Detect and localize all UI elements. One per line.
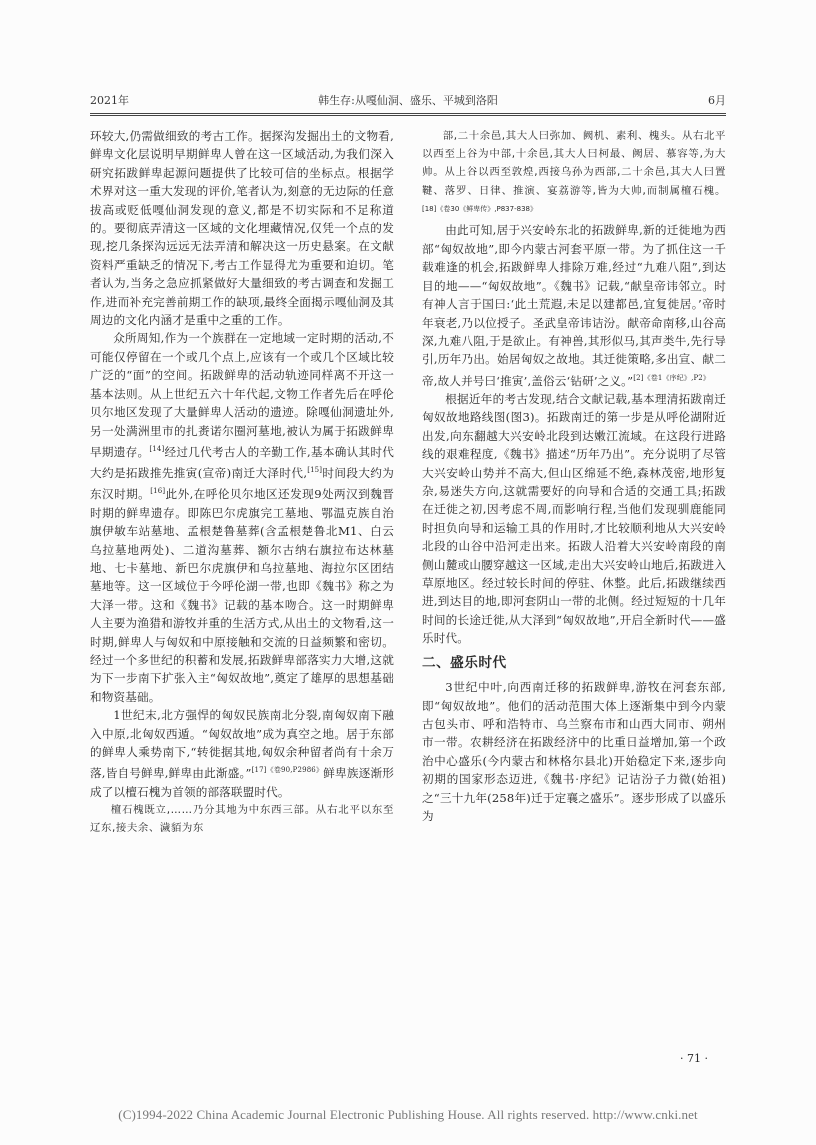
- header-year: 2021年: [90, 94, 129, 107]
- citation: [18]《卷30《鲜卑传》,P837-838》: [422, 204, 537, 213]
- right-paragraph-3: 3世纪中叶,向西南迁移的拓跋鲜卑,游牧在河套东部,即“匈奴故地”。他们的活动范围大体上逐渐集中到今内蒙古包头市、呼和浩特市、乌兰察布市和山西大同市、朔州市一带。农耕经济在拓跋经济中的比重日益增加,第一个政治中心盛乐(今内蒙古和林格尔县北)开始稳定下来,逐步向初期的国家形态迈进,《魏书·序纪》记诘汾子力微(始祖)之“三十九年(258年)迁于定襄之盛乐”。逐步形成了以盛乐为: [422, 680, 726, 823]
- section-heading: 二、盛乐时代: [422, 654, 507, 671]
- page-number: · 71 ·: [680, 1052, 708, 1065]
- header-rule: [90, 113, 726, 114]
- left-paragraph-2: 众所周知,作为一个族群在一定地域一定时期的活动,不可能仅停留在一个或几个点上,应该有一个或几个区域比较广泛的“面”的空间。拓跋鲜卑的活动轨迹同样离不开这一基本法则。从上世纪五六十年代起,文物工作者先后在呼伦贝尔地区发现了大量鲜卑人活动的遗迹。除嘎仙洞遗址外,另一处满洲里市的扎赉诺尔圈河墓地,被认为属于拓跋鲜卑早期遗存。[14]经过几代考古人的辛勤工作,基本确认其时代大约是拓跋推先推寅(宣帝)南迁大泽时代,[15]时间段大约为东汉时期。[16]此外,在呼伦贝尔地区还发现9处两汉到魏晋时期的鲜卑遗存。即陈巴尔虎旗完工墓地、鄂温克族自治旗伊敏车站墓地、孟根楚鲁墓葬(含孟根楚鲁北M1、白云乌拉墓地两处)、二道沟墓葬、额尔古纳右旗拉布达林墓地、七卡墓地、新巴尔虎旗伊和乌拉墓地、海拉尔区团结墓地等。这一区域位于今呼伦湖一带,也即《魏书》称之为大泽一带。这和《魏书》记载的基本吻合。这一时期鲜卑人主要为渔猎和游牧并重的生活方式,从出土的文物看,这一时期,鲜卑人与匈奴和中原接触和交流的日益频繁和密切。经过一个多世纪的积蓄和发展,拓跋鲜卑部落实力大增,这就为下一步南下扩张入主“匈奴故地”,奠定了雄厚的思想基础和物资基础。: [90, 331, 395, 704]
- block-quote-continued: 部,二十余邑,其大人曰弥加、阙机、素利、槐头。从右北平以西至上谷为中部,十余邑,其大人曰柯最、阙居、慕容等,为大帅。从上谷以西至敦煌,西接乌孙为西部,二十余邑,其大人曰置鞬、落罗、日律、推演、宴荔游等,皆为大帅,而制属檀石槐。$^{[18]《卷30《鲜卑传》,P837-838》}$: [422, 130, 726, 213]
- citation: [17]《卷90,P2986》: [251, 766, 324, 775]
- block-quote-start: 檀石槐既立,……乃分其地为中东西三部。从右北平以东至辽东,接夫余、濊貊为东: [90, 804, 394, 835]
- citation: [15]: [307, 466, 323, 475]
- right-column: [422, 127, 726, 825]
- left-paragraph-1: 环较大,仍需做细致的考古工作。据探沟发掘出土的文物看,鲜卑文化层说明早期鲜卑人曾在这一区域活动,为我们深入研究拓跋鲜卑起源问题提供了比较可信的坐标点。根据学术界对这一重大发现的评价,笔者认为,刻意的无边际的任意拔高或贬低嘎仙洞发现的意义,都是不切实际和不足称道的。要彻底弄清这一区域的文化埋藏情况,仅凭一个点的发现,挖几条探沟远远无法弄清和解决这一历史悬案。在文献资料严重缺乏的情况下,考古工作显得尤为重要和迫切。笔者认为,当务之急应抓紧做好大量细致的考古调查和发掘工作,进而补充完善前期工作的缺项,最终全面揭示嘎仙洞及其周边的文化内涵才是重中之重的工作。: [90, 129, 394, 328]
- left-column: [90, 127, 394, 837]
- copyright-footer: (C)1994-2022 China Academic Journal Electronic Publishing House. All rights reserved. http://www.cnki.net: [118, 1107, 698, 1122]
- header-rule-thin: [90, 115, 726, 116]
- left-paragraph-3: 1世纪末,北方强悍的匈奴民族南北分裂,南匈奴南下融入中原,北匈奴西遁。“匈奴故地”成为真空之地。居于东部的鲜卑人乘势南下,“转徙据其地,匈奴余种留者尚有十余万落,皆自号鲜卑,鲜卑由此渐盛。”$^{[17]《卷90,P2986》}$鲜卑族逐渐形成了以檀石槐为首领的部落联盟时代。: [90, 708, 394, 799]
- header-month: 6月: [708, 94, 726, 107]
- citation: [14]: [149, 444, 165, 453]
- header-title: 韩生存:从嘎仙洞、盛乐、平城到洛阳: [318, 94, 498, 107]
- citation: [16]: [150, 487, 166, 496]
- running-header: [90, 92, 726, 110]
- citation: [2]《卷1《序纪》,P2》: [633, 373, 711, 382]
- right-paragraph-1: 由此可知,居于兴安岭东北的拓跋鲜卑,新的迁徙地为西部“匈奴故地”,即今内蒙古河套平原一带。为了抓住这一千载难逢的机会,拓跋鲜卑人排除万难,经过“九难八阻”,到达目的地——“匈奴故地”。《魏书》记载,“献皇帝讳邻立。时有神人言于国曰:‘此土荒遐,未足以建都邑,宜复徙居。’帝时年衰老,乃以位授子。圣武皇帝讳诘汾。献帝命南移,山谷高深,九难八阻,于是欲止。有神兽,其形似马,其声类牛,先行导引,历年乃出。始居匈奴之故地。其迁徙策略,多出宣、献二帝,故人并号曰‘推寅’,盖俗云‘钻研’之义。”$^{[2]《卷1《序纪》,P2》}$: [422, 223, 726, 388]
- right-paragraph-2: 根据近年的考古发现,结合文献记载,基本理清拓跋南迁匈奴故地路线图(图3)。拓跋南迁的第一步是从呼伦湖附近出发,向东翻越大兴安岭北段到达嫩江流域。在这段行进路线的艰难程度,《魏书》描述“历年乃出”。充分说明了尽管大兴安岭山势并不高大,但山区绵延不绝,森林茂密,地形复杂,易迷失方向,这就需要好的向导和合适的交通工具;拓跋在迁徙之初,因考虑不周,而影响行程,当他们发现驯鹿能同时担负向导和运输工具的作用时,才比较顺利地从大兴安岭北段的山谷中沿河走出来。拓跋人沿着大兴安岭南段的南侧山麓或山腰穿越这一区域,走出大兴安岭山地后,拓跋进入草原地区。经过较长时间的停驻、休整。此后,拓跋继续西进,到达目的地,即河套阴山一带的北侧。经过短短的十几年时间的长途迁徙,从大泽到“匈奴故地”,开启全新时代——盛乐时代。: [422, 392, 726, 646]
